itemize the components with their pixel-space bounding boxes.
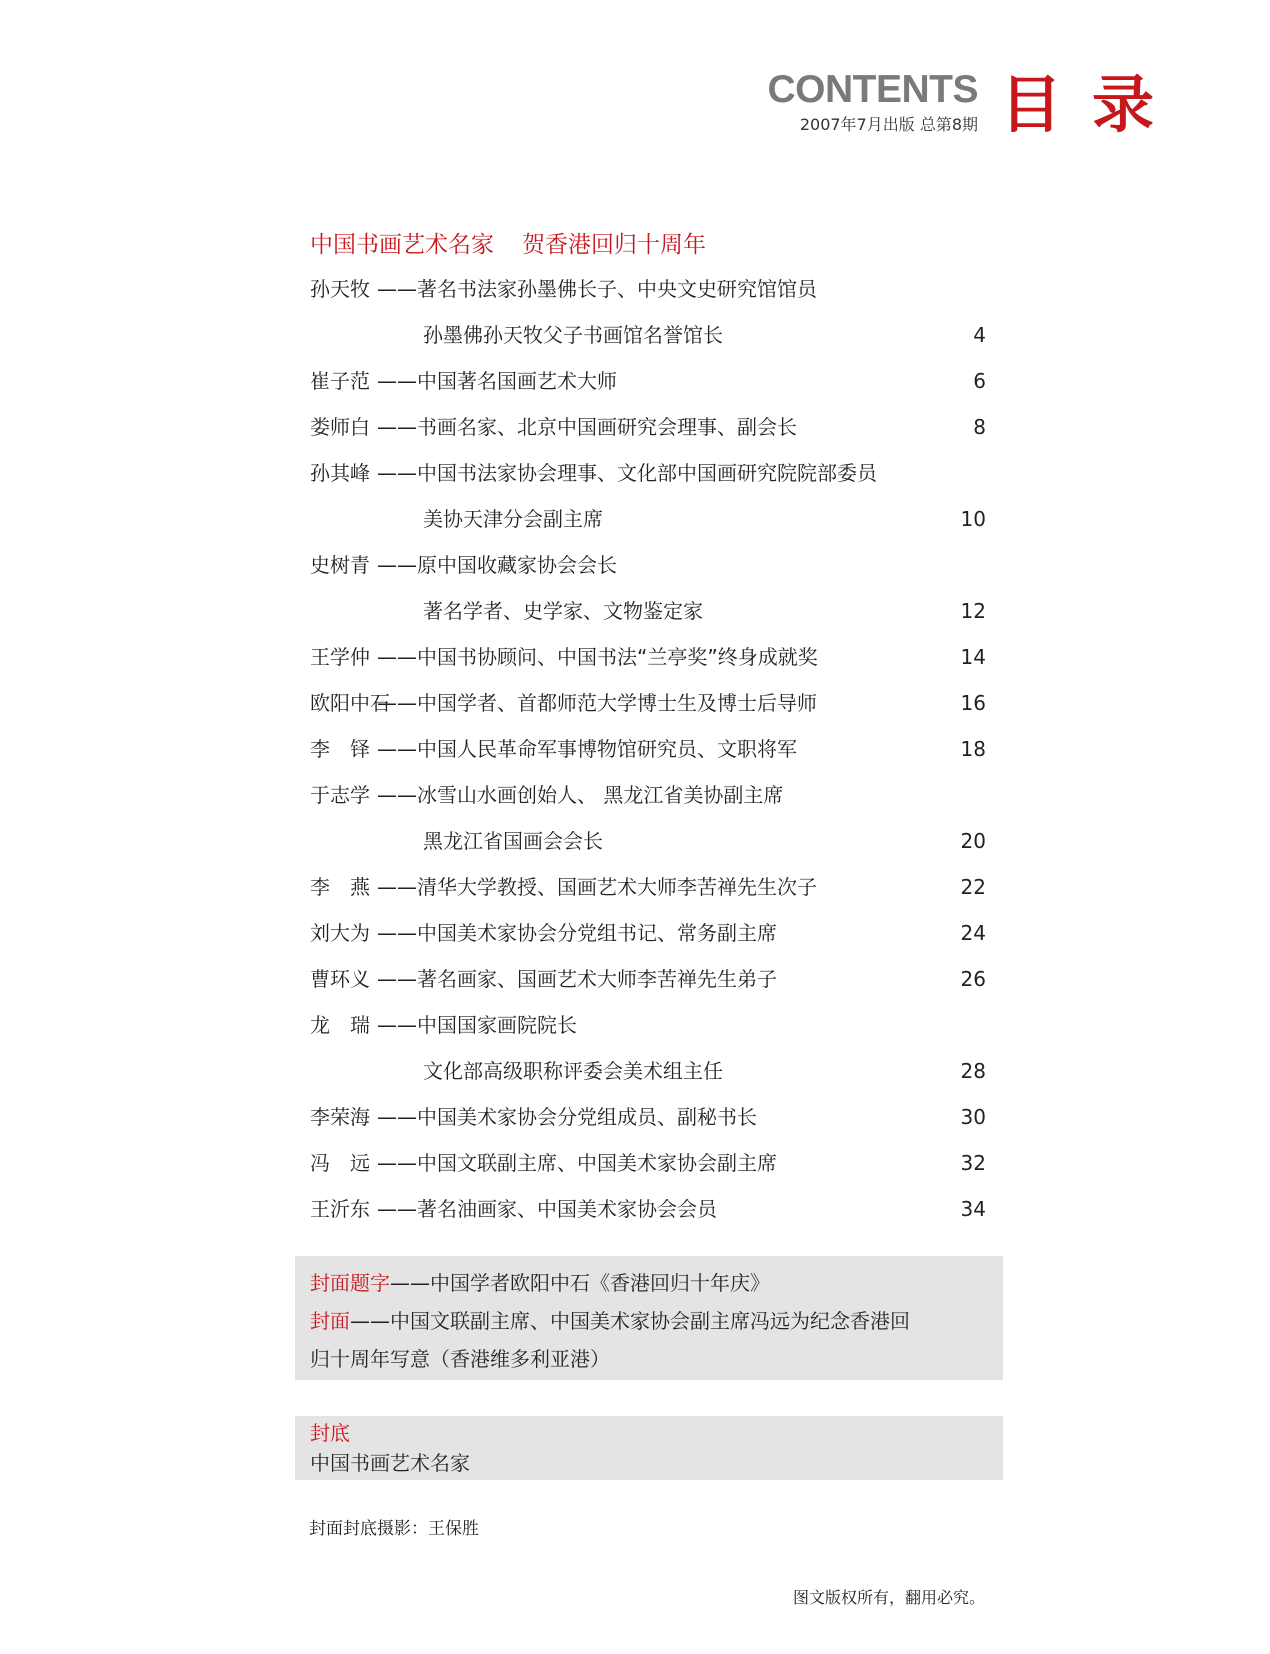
- toc-entry-description: 孙墨佛孙天牧父子书画馆名誉馆长: [423, 323, 723, 347]
- toc-page-number: 10: [960, 507, 986, 531]
- toc-entry-name: 于志学: [310, 783, 370, 807]
- toc-entry-description: ——著名书法家孙墨佛长子、中央文史研究馆馆员: [377, 277, 817, 301]
- toc-page-number: 34: [960, 1197, 986, 1221]
- toc-page-number: 20: [960, 829, 986, 853]
- toc-entry-name: 龙瑞: [310, 1013, 390, 1037]
- toc-entry-description: ——中国人民革命军事博物馆研究员、文职将军: [377, 737, 797, 761]
- toc-entry-name: 史树青: [310, 553, 370, 577]
- toc-entry-description: 美协天津分会副主席: [423, 507, 603, 531]
- toc-page-number: 32: [960, 1151, 986, 1175]
- toc-entry-description: ——冰雪山水画创始人、 黑龙江省美协副主席: [377, 783, 784, 807]
- toc-page-number: 6: [973, 369, 986, 393]
- toc-entry-name: 刘大为: [310, 921, 370, 945]
- contents-title: CONTENTS: [767, 68, 978, 111]
- toc-page-number: 12: [960, 599, 986, 623]
- toc-entry-name: 李荣海: [310, 1105, 370, 1129]
- cover-inscription-label: 封面题字: [310, 1271, 390, 1295]
- toc-entry-description: 黑龙江省国画会会长: [423, 829, 603, 853]
- toc-page-number: 4: [973, 323, 986, 347]
- toc-page-number: 26: [960, 967, 986, 991]
- photo-credit: 封面封底摄影：王保胜: [309, 1519, 479, 1539]
- cover-description-line-2: 归十周年写意（香港维多利亚港）: [310, 1347, 610, 1371]
- back-cover-box: [295, 1416, 1003, 1480]
- toc-entry-description: ——中国学者、首都师范大学博士生及博士后导师: [377, 691, 817, 715]
- cover-inscription-text: ——中国学者欧阳中石《香港回归十年庆》: [390, 1271, 770, 1295]
- toc-row-continuation: [310, 1048, 986, 1094]
- toc-row: [310, 772, 986, 818]
- toc-row-continuation: [310, 818, 986, 864]
- toc-entry-name: 欧阳中石: [310, 691, 390, 715]
- toc-entry-name: 孙天牧: [310, 277, 370, 301]
- toc-row: [310, 1186, 986, 1232]
- cover-inscription-line: [310, 1264, 988, 1302]
- toc-entry-description: ——著名画家、国画艺术大师李苦禅先生弟子: [377, 967, 777, 991]
- toc-entry-name: 王学仲: [310, 645, 370, 669]
- toc-row: [310, 956, 986, 1002]
- toc-entry-name: 娄师白: [310, 415, 370, 439]
- toc-row-continuation: [310, 588, 986, 634]
- back-cover-label: 封底: [310, 1421, 350, 1445]
- toc-entry-description: ——中国书法家协会理事、文化部中国画研究院院部委员: [377, 461, 877, 485]
- toc-page-number: 30: [960, 1105, 986, 1129]
- toc-row: [310, 910, 986, 956]
- cover-description-text: ——中国文联副主席、中国美术家协会副主席冯远为纪念香港回: [350, 1309, 910, 1333]
- toc-entry-description: ——中国国家画院院长: [377, 1013, 577, 1037]
- toc-page-number: 22: [960, 875, 986, 899]
- section-title: [310, 226, 706, 259]
- toc-entry-description: 著名学者、史学家、文物鉴定家: [423, 599, 703, 623]
- toc-row: [310, 1140, 986, 1186]
- toc-row: [310, 1094, 986, 1140]
- toc-row: [310, 542, 986, 588]
- toc-page-number: 14: [960, 645, 986, 669]
- section-title-main: 中国书画艺术名家: [310, 232, 494, 258]
- toc-row: [310, 864, 986, 910]
- issue-info: 2007年7月出版 总第8期: [799, 115, 978, 134]
- toc-row: [310, 450, 986, 496]
- toc-row: [310, 634, 986, 680]
- toc-entry-name: 李燕: [310, 875, 390, 899]
- toc-page-number: 24: [960, 921, 986, 945]
- toc-row: [310, 726, 986, 772]
- toc-entry-description: ——中国美术家协会分党组书记、常务副主席: [377, 921, 777, 945]
- toc-row: [310, 680, 986, 726]
- toc-entry-description: ——原中国收藏家协会会长: [377, 553, 617, 577]
- header-english: [768, 70, 979, 135]
- toc-row: [310, 358, 986, 404]
- toc-entry-name: 李铎: [310, 737, 390, 761]
- toc-page-number: 28: [960, 1059, 986, 1083]
- toc-entry-name: 孙其峰: [310, 461, 370, 485]
- toc-row: [310, 404, 986, 450]
- section-title-sub: 贺香港回归十周年: [522, 232, 706, 258]
- cover-info-box: [295, 1256, 1003, 1380]
- toc-entry-description: ——著名油画家、中国美术家协会会员: [377, 1197, 717, 1221]
- toc-row-continuation: [310, 496, 986, 542]
- toc-entry-name: 冯远: [310, 1151, 390, 1175]
- toc-page-number: 8: [973, 415, 986, 439]
- toc-entry-description: ——中国文联副主席、中国美术家协会副主席: [377, 1151, 777, 1175]
- toc-row-continuation: [310, 312, 986, 358]
- toc-entry-name: 王沂东: [310, 1197, 370, 1221]
- toc-entry-description: ——中国美术家协会分党组成员、副秘书长: [377, 1105, 757, 1129]
- toc-entry-description: 文化部高级职称评委会美术组主任: [423, 1059, 723, 1083]
- toc-page-number: 18: [960, 737, 986, 761]
- toc-page-number: 16: [960, 691, 986, 715]
- cover-label: 封面: [310, 1309, 350, 1333]
- toc-entry-description: ——清华大学教授、国画艺术大师李苦禅先生次子: [377, 875, 817, 899]
- copyright-notice: 图文版权所有，翻用必究。: [792, 1588, 985, 1607]
- contents-title-chinese: 目录: [1000, 68, 1185, 141]
- table-of-contents: [310, 266, 986, 1232]
- toc-row: [310, 1002, 986, 1048]
- toc-row: [310, 266, 986, 312]
- toc-entry-description: ——中国书协顾问、中国书法“兰亭奖”终身成就奖: [377, 645, 818, 669]
- toc-entry-description: ——书画名家、北京中国画研究会理事、副会长: [377, 415, 797, 439]
- back-cover-text: 中国书画艺术名家: [310, 1451, 470, 1475]
- toc-entry-name: 崔子范: [310, 369, 370, 393]
- cover-description-line: [310, 1302, 988, 1340]
- toc-entry-description: ——中国著名国画艺术大师: [377, 369, 617, 393]
- toc-entry-name: 曹环义: [310, 967, 370, 991]
